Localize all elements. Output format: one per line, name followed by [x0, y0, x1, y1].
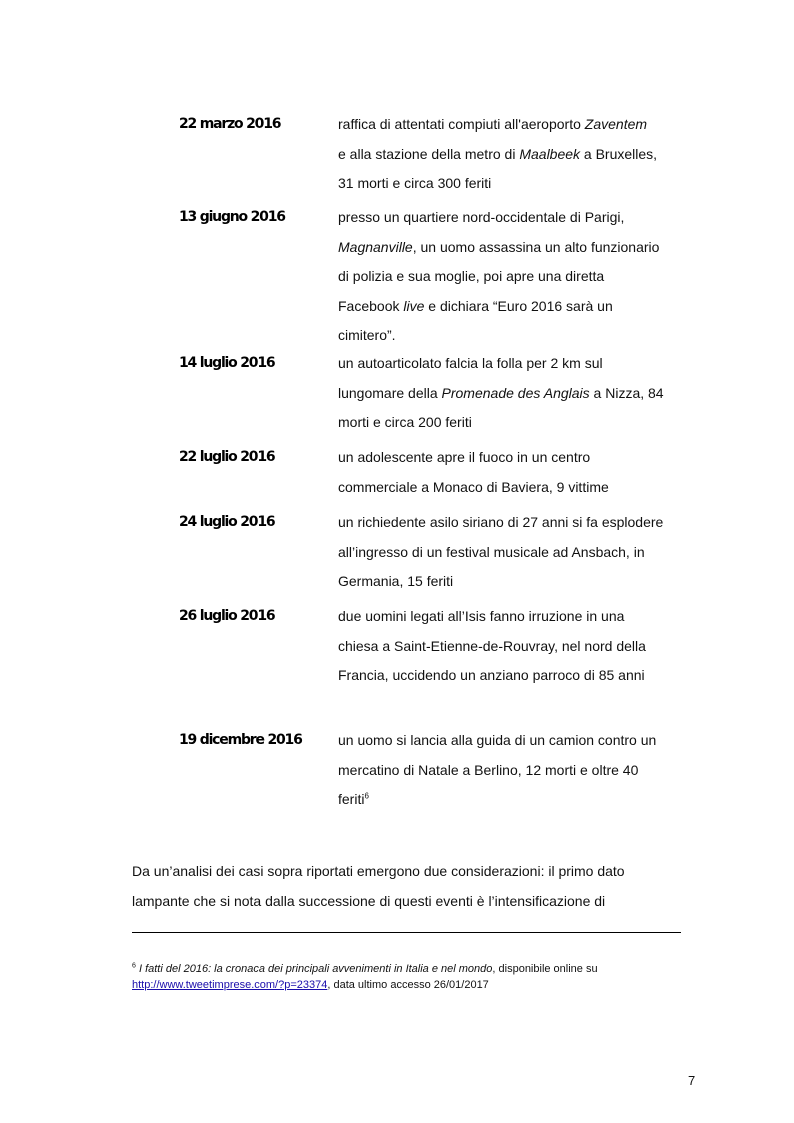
- footnote-marker: 6: [132, 962, 136, 970]
- event-date: 14 luglio 2016: [179, 355, 275, 371]
- event-description: un uomo si lancia alla guida di un camion contro un mercatino di Natale a Berlino, 12 morti e oltre 40 feriti$^6$: [338, 732, 657, 807]
- event-date: 22 marzo 2016: [179, 116, 281, 132]
- event-description: un autoarticolato falcia la folla per 2 km sul lungomare della Promenade des Anglais a Nizza, 84 morti e circa 200 feriti: [338, 355, 664, 430]
- footnote-separator: [132, 932, 681, 933]
- event-date: 24 luglio 2016: [179, 514, 275, 530]
- event-date: 22 luglio 2016: [179, 449, 275, 465]
- paragraph-line: lampante che si nota dalla successione di questi eventi è l’intensificazione di: [132, 892, 606, 909]
- footnote-text: , disponibile online su: [492, 963, 598, 975]
- event-description: raffica di attentati compiuti all'aeroporto Zaventem e alla stazione della metro di Maalbeek a Bruxelles, 31 morti e circa 300 feriti: [338, 116, 658, 191]
- paragraph-line: Da un’analisi dei casi sopra riportati emergono due considerazioni: il primo dato: [132, 863, 625, 879]
- event-date: 19 dicembre 2016: [179, 732, 302, 748]
- body-paragraph: [132, 857, 692, 916]
- footnote-reference: 6: [364, 791, 369, 801]
- event-description: un richiedente asilo siriano di 27 anni si fa esplodere all’ingresso di un festival musicale ad Ansbach, in Germania, 15 feriti: [338, 514, 664, 589]
- event-description: un adolescente apre il fuoco in un centro commerciale a Monaco di Baviera, 9 vittime: [338, 449, 609, 495]
- footnote-title: I fatti del 2016: la cronaca dei principali avvenimenti in Italia e nel mondo: [138, 963, 493, 975]
- event-description: due uomini legati all’Isis fanno irruzione in una chiesa a Saint-Etienne-de-Rouvray, nel nord della Francia, uccidendo un anziano parroco di 85 anni: [338, 608, 646, 683]
- page-number: 7: [688, 1073, 696, 1088]
- footnote-link[interactable]: http://www.tweetimprese.com/?p=23374: [132, 979, 328, 991]
- event-date: 13 giugno 2016: [179, 209, 285, 225]
- footnote-text: , data ultimo accesso 26/01/2017: [327, 979, 489, 991]
- footnote: [132, 961, 692, 993]
- event-date: 26 luglio 2016: [179, 608, 275, 624]
- event-description: presso un quartiere nord-occidentale di Parigi, Magnanville, un uomo assassina un alto funzionario di polizia e sua moglie, poi apre una diretta Facebook live e dichiara “Euro 2016 sarà un cimitero”.: [338, 209, 660, 343]
